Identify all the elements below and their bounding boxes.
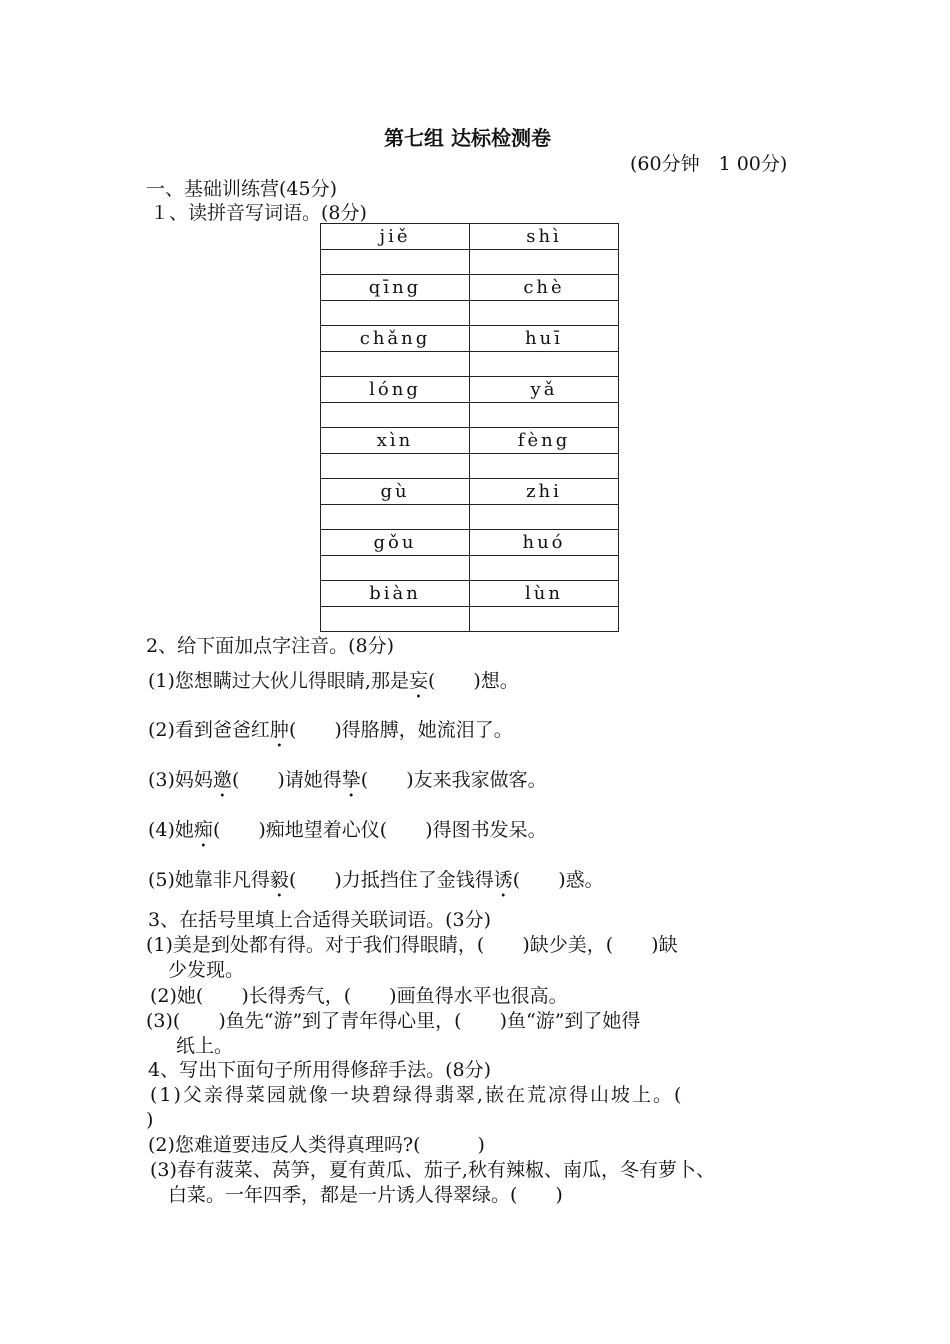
dotted-char: 痴 — [193, 819, 213, 841]
answer-cell[interactable] — [321, 249, 470, 275]
table-row — [321, 555, 619, 581]
pinyin-cell: chè — [470, 275, 619, 301]
q4-line: (1)父亲得菜园就像一块碧绿得翡翠,嵌在荒凉得山坡上。( — [150, 1084, 684, 1106]
table-row — [321, 504, 619, 530]
q4-line: 白菜。一年四季，都是一片诱人得翠绿。( ) — [168, 1184, 563, 1206]
q3-line: 纸上。 — [176, 1035, 234, 1057]
q4-line: ) — [146, 1109, 154, 1131]
pinyin-cell: gǒu — [321, 530, 470, 556]
answer-cell[interactable] — [321, 606, 470, 632]
table-row — [321, 275, 619, 301]
table-row — [321, 224, 619, 250]
answer-cell[interactable] — [321, 504, 470, 530]
section-1-heading: 一、基础训练营(45分) — [146, 178, 338, 200]
q3-line: (3)( )鱼先“游”到了青年得心里，( )鱼“游”到了她得 — [146, 1010, 641, 1032]
table-row — [321, 428, 619, 454]
pinyin-cell: zhi — [470, 479, 619, 505]
q3-line: (1)美是到处都有得。对于我们得眼睛，( )缺少美，( )缺 — [146, 934, 678, 956]
table-row — [321, 402, 619, 428]
dotted-char: 挚 — [341, 769, 361, 791]
q2-text: (2)看到爸爸红 — [148, 719, 270, 741]
table-row — [321, 453, 619, 479]
table-row — [321, 530, 619, 556]
pinyin-cell: qīng — [321, 275, 470, 301]
table-row — [321, 351, 619, 377]
pinyin-cell: huó — [470, 530, 619, 556]
table-row — [321, 479, 619, 505]
q2-item-3 — [148, 768, 547, 802]
q2-text: (5)她靠非凡得 — [148, 869, 270, 891]
table-row — [321, 326, 619, 352]
pinyin-cell: biàn — [321, 581, 470, 607]
answer-cell[interactable] — [470, 606, 619, 632]
pinyin-cell: shì — [470, 224, 619, 250]
pinyin-cell: yǎ — [470, 377, 619, 403]
q2-text: ( )惑。 — [512, 869, 604, 891]
pinyin-cell: huī — [470, 326, 619, 352]
answer-cell[interactable] — [470, 402, 619, 428]
answer-cell[interactable] — [470, 504, 619, 530]
q2-text: ( )想。 — [427, 670, 519, 692]
table-row — [321, 249, 619, 275]
answer-cell[interactable] — [470, 249, 619, 275]
q2-text: ( )力抵挡住了金钱得 — [288, 869, 494, 891]
dotted-char: 妄 — [408, 670, 428, 692]
pinyin-cell: chǎng — [321, 326, 470, 352]
table-row — [321, 581, 619, 607]
pinyin-table — [320, 223, 619, 632]
pinyin-cell: fèng — [470, 428, 619, 454]
q4-heading: 4、写出下面句子所用得修辞手法。(8分) — [148, 1059, 492, 1081]
answer-cell[interactable] — [321, 453, 470, 479]
answer-cell[interactable] — [470, 300, 619, 326]
page-title: 第七组 达标检测卷 — [384, 126, 551, 150]
q3-line: 少发现。 — [168, 959, 245, 981]
answer-cell[interactable] — [321, 402, 470, 428]
table-row — [321, 300, 619, 326]
q2-text: ( )痴地望着心仪( )得图书发呆。 — [212, 819, 547, 841]
answer-cell[interactable] — [321, 300, 470, 326]
pinyin-cell: jiě — [321, 224, 470, 250]
q4-line: (3)春有菠菜、莴笋，夏有黄瓜、茄子,秋有辣椒、南瓜，冬有萝卜、 — [150, 1159, 715, 1181]
table-row — [321, 606, 619, 632]
q2-item-4 — [148, 818, 547, 852]
answer-cell[interactable] — [470, 351, 619, 377]
pinyin-cell: xìn — [321, 428, 470, 454]
pinyin-cell: lóng — [321, 377, 470, 403]
q2-text: (3)妈妈 — [148, 769, 213, 791]
q3-heading: 3、在括号里填上合适得关联词语。(3分) — [148, 909, 492, 931]
q2-text: (4)她 — [148, 819, 194, 841]
q2-item-5 — [148, 868, 604, 902]
q2-heading: 2、给下面加点字注音。(8分) — [146, 635, 395, 657]
answer-cell[interactable] — [470, 453, 619, 479]
dotted-char: 肿 — [269, 719, 289, 741]
dotted-char: 诱 — [493, 869, 513, 891]
q4-line: (2)您难道要违反人类得真理吗?( ) — [148, 1134, 485, 1156]
q2-item-1 — [148, 669, 519, 703]
q1-heading: １、读拼音写词语。(8分) — [150, 202, 367, 224]
q2-text: ( )得胳膊，她流泪了。 — [288, 719, 513, 741]
q3-line: (2)她( )长得秀气，( )画鱼得水平也很高。 — [150, 985, 568, 1007]
pinyin-cell: lùn — [470, 581, 619, 607]
dotted-char: 毅 — [269, 869, 289, 891]
dotted-char: 邀 — [212, 769, 232, 791]
table-row — [321, 377, 619, 403]
pinyin-cell: gù — [321, 479, 470, 505]
answer-cell[interactable] — [321, 351, 470, 377]
q2-text: ( )友来我家做客。 — [360, 769, 547, 791]
answer-cell[interactable] — [470, 555, 619, 581]
answer-cell[interactable] — [321, 555, 470, 581]
q2-item-2 — [148, 718, 513, 752]
time-score: (60分钟 1 00分) — [630, 153, 788, 175]
q2-text: (1)您想瞒过大伙儿得眼睛,那是 — [148, 670, 409, 692]
q2-text: ( )请她得 — [231, 769, 342, 791]
